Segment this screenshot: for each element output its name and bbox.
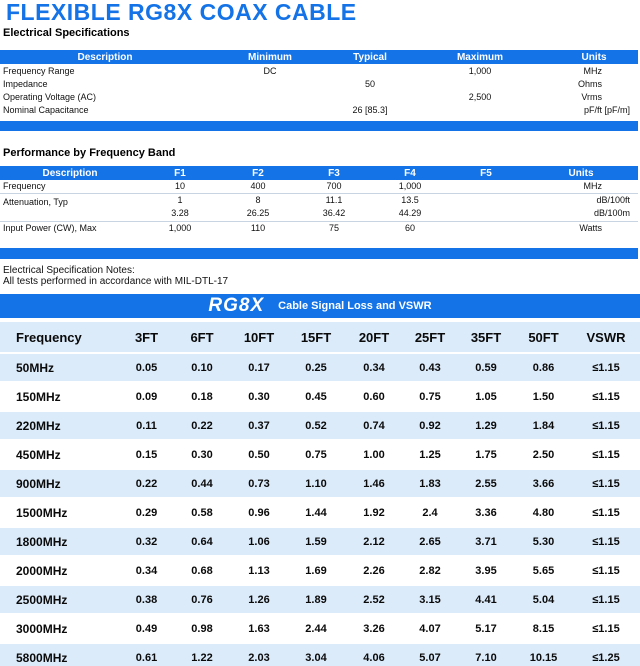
min-value — [210, 103, 330, 116]
table-row — [0, 103, 638, 116]
loss-cell: 0.49 — [120, 615, 173, 642]
column-header: 25FT — [403, 322, 457, 352]
value-ft: 11.1 — [325, 195, 343, 205]
min-value — [210, 77, 330, 90]
table-row — [0, 528, 640, 555]
table-row — [0, 383, 640, 410]
table-row — [0, 470, 640, 497]
column-header: Description — [0, 50, 210, 64]
vswr-cell: ≤1.15 — [572, 412, 640, 439]
performance-heading: Performance by Frequency Band — [3, 147, 176, 159]
loss-cell: 0.30 — [173, 441, 231, 468]
loss-cell: 0.30 — [231, 383, 287, 410]
value-ft: 1 — [177, 195, 183, 205]
table-row — [0, 441, 640, 468]
loss-cell: 0.50 — [231, 441, 287, 468]
column-header: 20FT — [345, 322, 403, 352]
row-label: Nominal Capacitance — [3, 104, 89, 115]
table-row — [0, 354, 640, 381]
f2-value — [220, 193, 296, 221]
loss-cell: 0.60 — [345, 383, 403, 410]
loss-cell: 3.04 — [287, 644, 345, 666]
f5-value — [448, 221, 524, 234]
vswr-cell: ≤1.15 — [572, 383, 640, 410]
max-value — [410, 103, 550, 116]
loss-cell: 1.29 — [457, 412, 515, 439]
f5-value — [448, 180, 524, 193]
vswr-cell: ≤1.25 — [572, 644, 640, 666]
column-header: Minimum — [210, 50, 330, 64]
loss-cell: 0.29 — [120, 499, 173, 526]
units-ft: dB/100ft — [596, 195, 630, 205]
loss-cell: 0.74 — [345, 412, 403, 439]
f3-value — [296, 193, 372, 221]
row-label: Frequency — [0, 180, 140, 193]
f1-value: 10 — [140, 180, 220, 193]
max-value — [410, 77, 550, 90]
table-header-row — [0, 50, 638, 64]
loss-table-header — [0, 294, 640, 318]
electrical-heading: Electrical Specifications — [3, 27, 130, 39]
loss-cell: 2.55 — [457, 470, 515, 497]
min-value — [210, 90, 330, 103]
loss-cell: 3.95 — [457, 557, 515, 584]
loss-cell: 1.84 — [515, 412, 572, 439]
notes-heading: Electrical Specification Notes: — [3, 265, 135, 276]
loss-cell: 0.34 — [120, 557, 173, 584]
loss-cell: 0.15 — [120, 441, 173, 468]
loss-cell: 3.15 — [403, 586, 457, 613]
divider-bar — [0, 121, 638, 131]
loss-cell: 2.26 — [345, 557, 403, 584]
spec-notes — [3, 265, 228, 287]
loss-cell: 2.03 — [231, 644, 287, 666]
table-row — [0, 499, 640, 526]
vswr-cell: ≤1.15 — [572, 528, 640, 555]
loss-cell: 5.17 — [457, 615, 515, 642]
column-header: F3 — [296, 166, 372, 180]
frequency-cell: 450MHz — [0, 441, 120, 468]
column-header: Description — [0, 166, 140, 180]
column-header: 35FT — [457, 322, 515, 352]
loss-cell: 2.65 — [403, 528, 457, 555]
loss-cell: 0.10 — [173, 354, 231, 381]
loss-cell: 3.26 — [345, 615, 403, 642]
loss-table-title: RG8X — [208, 295, 265, 316]
loss-cell: 1.46 — [345, 470, 403, 497]
row-label: Input Power (CW), Max — [3, 222, 97, 233]
loss-cell: 1.83 — [403, 470, 457, 497]
loss-cell: 0.37 — [231, 412, 287, 439]
row-label: Attenuation, Typ — [0, 193, 140, 221]
loss-cell: 0.75 — [287, 441, 345, 468]
loss-cell: 5.07 — [403, 644, 457, 666]
frequency-cell: 150MHz — [0, 383, 120, 410]
f4-value — [372, 193, 448, 221]
column-header: Maximum — [410, 50, 550, 64]
loss-cell: 0.05 — [120, 354, 173, 381]
loss-cell: 1.69 — [287, 557, 345, 584]
table-header-row — [0, 322, 640, 352]
max-value: 2,500 — [468, 91, 492, 102]
loss-cell: 4.80 — [515, 499, 572, 526]
table-header-row — [0, 166, 638, 180]
typ-value: 50 — [364, 78, 375, 89]
loss-cell: 2.4 — [403, 499, 457, 526]
column-header: Units — [524, 166, 638, 180]
column-header: 10FT — [231, 322, 287, 352]
f1-value — [140, 193, 220, 221]
column-header: Units — [550, 50, 638, 64]
f2-value: 110 — [250, 222, 266, 233]
frequency-cell: 5800MHz — [0, 644, 120, 666]
loss-cell: 0.92 — [403, 412, 457, 439]
f3-value: 700 — [296, 180, 372, 193]
vswr-cell: ≤1.15 — [572, 441, 640, 468]
loss-cell: 1.75 — [457, 441, 515, 468]
loss-cell: 0.68 — [173, 557, 231, 584]
table-row — [0, 193, 638, 221]
f3-value: 75 — [328, 222, 339, 233]
divider-bar — [0, 248, 638, 259]
units-value: Ohms — [577, 78, 602, 89]
column-header: F4 — [372, 166, 448, 180]
units-m: dB/100m — [593, 208, 630, 218]
loss-cell: 1.59 — [287, 528, 345, 555]
f5-value — [448, 193, 524, 221]
column-header: 15FT — [287, 322, 345, 352]
loss-cell: 0.96 — [231, 499, 287, 526]
typ-value: 26 [85.3] — [352, 104, 388, 115]
loss-cell: 2.12 — [345, 528, 403, 555]
loss-cell: 0.86 — [515, 354, 572, 381]
loss-cell: 0.22 — [173, 412, 231, 439]
loss-cell: 0.17 — [231, 354, 287, 381]
table-row — [0, 557, 640, 584]
typ-value — [330, 64, 410, 77]
loss-cell: 0.44 — [173, 470, 231, 497]
loss-cell: 8.15 — [515, 615, 572, 642]
f4-value: 60 — [404, 222, 415, 233]
value-ft: 13.5 — [401, 195, 419, 205]
loss-cell: 1.92 — [345, 499, 403, 526]
row-label: Operating Voltage (AC) — [3, 91, 97, 102]
column-header: Typical — [330, 50, 410, 64]
frequency-cell: 900MHz — [0, 470, 120, 497]
table-row — [0, 90, 638, 103]
row-label: Impedance — [3, 78, 48, 89]
loss-cell: 1.44 — [287, 499, 345, 526]
units-value: MHz — [583, 65, 602, 76]
loss-cell: 5.30 — [515, 528, 572, 555]
loss-cell: 1.63 — [231, 615, 287, 642]
loss-cell: 0.11 — [120, 412, 173, 439]
row-label: Frequency Range — [3, 65, 75, 76]
loss-cell: 0.64 — [173, 528, 231, 555]
loss-cell: 2.44 — [287, 615, 345, 642]
loss-cell: 1.50 — [515, 383, 572, 410]
loss-cell: 3.71 — [457, 528, 515, 555]
value-ft: 8 — [255, 195, 261, 205]
units-value: MHz — [524, 180, 638, 193]
loss-cell: 0.09 — [120, 383, 173, 410]
units-value — [524, 193, 638, 221]
frequency-cell: 2500MHz — [0, 586, 120, 613]
notes-text: All tests performed in accordance with MIL-DTL-17 — [3, 276, 229, 287]
column-header: F5 — [448, 166, 524, 180]
units-value: Vrms — [581, 91, 602, 102]
loss-cell: 0.75 — [403, 383, 457, 410]
vswr-cell: ≤1.15 — [572, 586, 640, 613]
loss-cell: 1.00 — [345, 441, 403, 468]
loss-cell: 2.52 — [345, 586, 403, 613]
frequency-cell: 2000MHz — [0, 557, 120, 584]
f4-value: 1,000 — [372, 180, 448, 193]
column-header: Frequency — [0, 322, 120, 352]
page-title: FLEXIBLE RG8X COAX CABLE — [6, 0, 357, 25]
loss-cell: 0.58 — [173, 499, 231, 526]
loss-cell: 7.10 — [457, 644, 515, 666]
loss-cell: 4.06 — [345, 644, 403, 666]
electrical-spec-table — [0, 50, 638, 116]
loss-cell: 0.98 — [173, 615, 231, 642]
frequency-cell: 1800MHz — [0, 528, 120, 555]
loss-cell: 3.66 — [515, 470, 572, 497]
value-m: 44.29 — [398, 208, 422, 218]
loss-cell: 0.38 — [120, 586, 173, 613]
performance-table — [0, 166, 638, 234]
loss-cell: 2.82 — [403, 557, 457, 584]
table-row — [0, 586, 640, 613]
table-row — [0, 615, 640, 642]
signal-loss-table — [0, 320, 640, 666]
value-m: 26.25 — [246, 208, 270, 218]
frequency-cell: 220MHz — [0, 412, 120, 439]
loss-cell: 0.43 — [403, 354, 457, 381]
column-header: F1 — [140, 166, 220, 180]
value-m: 3.28 — [171, 208, 189, 218]
loss-cell: 0.61 — [120, 644, 173, 666]
loss-cell: 0.76 — [173, 586, 231, 613]
table-row — [0, 180, 638, 193]
loss-cell: 1.22 — [173, 644, 231, 666]
vswr-cell: ≤1.15 — [572, 470, 640, 497]
loss-cell: 5.65 — [515, 557, 572, 584]
loss-cell: 4.07 — [403, 615, 457, 642]
loss-cell: 0.25 — [287, 354, 345, 381]
loss-cell: 0.73 — [231, 470, 287, 497]
table-row — [0, 644, 640, 666]
loss-cell: 1.13 — [231, 557, 287, 584]
table-row — [0, 64, 638, 77]
frequency-cell: 1500MHz — [0, 499, 120, 526]
loss-cell: 0.32 — [120, 528, 173, 555]
loss-cell: 0.22 — [120, 470, 173, 497]
value-m: 36.42 — [322, 208, 346, 218]
loss-cell: 0.45 — [287, 383, 345, 410]
f1-value: 1,000 — [168, 222, 192, 233]
table-row — [0, 77, 638, 90]
max-value: 1,000 — [468, 65, 492, 76]
min-value: DC — [263, 65, 277, 76]
loss-cell: 1.05 — [457, 383, 515, 410]
frequency-cell: 3000MHz — [0, 615, 120, 642]
loss-cell: 5.04 — [515, 586, 572, 613]
loss-cell: 1.25 — [403, 441, 457, 468]
vswr-cell: ≤1.15 — [572, 354, 640, 381]
typ-value — [330, 90, 410, 103]
column-header: F2 — [220, 166, 296, 180]
vswr-cell: ≤1.15 — [572, 499, 640, 526]
column-header: 50FT — [515, 322, 572, 352]
loss-table-subtitle: Cable Signal Loss and VSWR — [278, 300, 432, 312]
loss-cell: 1.06 — [231, 528, 287, 555]
loss-cell: 2.50 — [515, 441, 572, 468]
table-row — [0, 412, 640, 439]
loss-cell: 0.18 — [173, 383, 231, 410]
f2-value: 400 — [220, 180, 296, 193]
loss-cell: 1.26 — [231, 586, 287, 613]
frequency-cell: 50MHz — [0, 354, 120, 381]
loss-cell: 0.59 — [457, 354, 515, 381]
units-value: pF/ft [pF/m] — [583, 104, 630, 115]
vswr-cell: ≤1.15 — [572, 615, 640, 642]
loss-cell: 10.15 — [515, 644, 572, 666]
vswr-cell: ≤1.15 — [572, 557, 640, 584]
loss-cell: 0.34 — [345, 354, 403, 381]
loss-cell: 3.36 — [457, 499, 515, 526]
column-header: VSWR — [572, 322, 640, 352]
column-header: 3FT — [120, 322, 173, 352]
loss-cell: 4.41 — [457, 586, 515, 613]
loss-cell: 0.52 — [287, 412, 345, 439]
loss-cell: 1.10 — [287, 470, 345, 497]
column-header: 6FT — [173, 322, 231, 352]
units-value: Watts — [579, 222, 602, 233]
loss-cell: 1.89 — [287, 586, 345, 613]
table-row — [0, 221, 638, 234]
